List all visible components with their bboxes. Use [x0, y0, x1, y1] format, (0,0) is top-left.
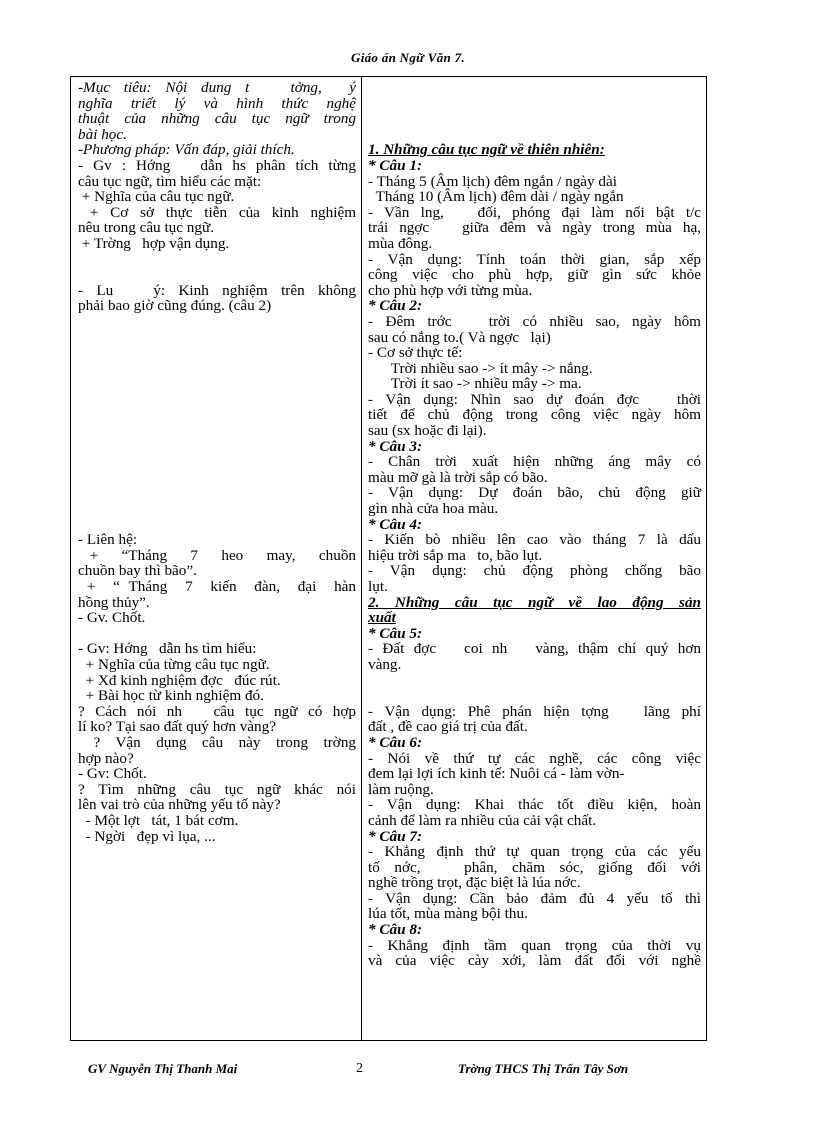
text-line: bài học.: [78, 125, 127, 143]
text-line: + Trờng hợp vận dụng.: [78, 234, 230, 252]
text-line: cảnh để làm ra nhiều của cải vật chất.: [368, 811, 597, 829]
text-line: + Nghĩa của câu tục ngữ.: [78, 188, 235, 206]
blank-line: [78, 439, 356, 455]
proverb-label: * Câu 7:: [368, 827, 423, 845]
text-line: lí ko? Tại sao đất quý hơn vàng?: [78, 718, 276, 736]
text-line: trái ngợc giữa đêm và ngày trong mùa hạ,: [368, 219, 701, 237]
text-line: ? Vận dụng câu này trong trờng: [78, 733, 357, 751]
blank-line: [78, 485, 356, 501]
text-line: tố nớc, phân, chăm sóc, giống đối với: [368, 858, 701, 876]
text-line: Trời ít sao -> nhiều mây -> ma.: [368, 375, 582, 393]
text-line: đất , đề cao giá trị của đất.: [368, 718, 528, 736]
footer-author: GV Nguyễn Thị Thanh Mai: [88, 1061, 238, 1076]
page-number: 2: [356, 1061, 363, 1076]
text-line: cho phù hợp với từng mùa.: [368, 281, 533, 299]
text-line: Trời nhiều sao -> ít mây -> nắng.: [368, 359, 593, 377]
blank-line: [368, 688, 701, 704]
section-heading: xuất: [368, 609, 396, 627]
text-line: nghĩa triết lý và hình thức nghệ: [78, 94, 356, 112]
text-line: ? Cách nói nh câu tục ngữ có hợp: [78, 702, 356, 720]
text-line: - Nói về thứ tự các nghề, các công việc: [368, 749, 701, 767]
text-line: - Liên hệ:: [78, 531, 138, 549]
footer-school: Trờng THCS Thị Trấn Tây Sơn: [458, 1061, 629, 1076]
text-line: hiệu trời sắp ma to, bão lụt.: [368, 546, 543, 564]
blank-line: [78, 267, 356, 283]
text-line: - Ngời đẹp vì lụa, ...: [78, 827, 216, 845]
text-line: - Vận dụng: Nhìn sao dự đoán đợc thời: [368, 390, 701, 408]
proverb-label: * Câu 5:: [368, 624, 423, 642]
blank-line: [78, 470, 356, 486]
text-line: + Xđ kinh nghiệm đợc đúc rút.: [78, 671, 281, 689]
lesson-plan-table: [70, 76, 707, 1041]
blank-line: [368, 127, 701, 143]
blank-line: [78, 330, 356, 346]
text-line: - Khẳng định thứ tự quan trọng của các yếu: [368, 843, 701, 861]
text-line: + Cơ sở thực tiễn của kinh nghiệm: [78, 203, 357, 221]
text-line: + Bài học từ kinh nghiệm đó.: [78, 687, 264, 705]
text-line: - Gv: Chốt.: [78, 765, 147, 783]
blank-line: [78, 501, 356, 517]
blank-line: [78, 454, 356, 470]
blank-line: [78, 423, 356, 439]
text-line: sau có nắng to.( Và ngợc lại): [368, 328, 551, 346]
text-line: - Vần lng, đối, phóng đại làm nổi bật t/c: [368, 203, 701, 221]
text-line: nghề trồng trọt, đặc biệt là lúa nớc.: [368, 874, 581, 892]
blank-line: [368, 111, 701, 127]
text-line: và của việc cày xới, làm đất đối với nghề: [368, 952, 701, 970]
proverb-label: * Câu 6:: [368, 733, 423, 751]
blank-line: [368, 80, 701, 96]
section-heading: 1. Những câu tục ngữ về thiên nhiên:: [368, 141, 605, 159]
blank-line: [78, 252, 356, 268]
text-line: làm ruộng.: [368, 780, 434, 798]
teacher-activities-column: [71, 77, 362, 1040]
text-line: chuồn bay thì bão”.: [78, 562, 197, 580]
proverb-label: * Câu 3:: [368, 437, 423, 455]
text-line: câu tục ngữ, tìm hiểu các mặt:: [78, 172, 262, 190]
text-line: lên vai trò của những yếu tố này?: [78, 796, 281, 814]
text-line: gìn nhà cửa hoa màu.: [368, 500, 499, 518]
blank-line: [78, 361, 356, 377]
text-line: -Mục tiêu: Nội dung t tởng, ý: [78, 79, 356, 96]
text-line: + “ Tháng 7 kiến đàn, đại hàn: [78, 578, 357, 595]
blank-line: [368, 96, 701, 112]
blank-line: [78, 517, 356, 533]
text-line: lúa tốt, mùa màng bội thu.: [368, 905, 528, 923]
text-line: - Gv : Hớng dẫn hs phân tích từng: [78, 156, 356, 174]
blank-line: [78, 376, 356, 392]
page-footer: [0, 1061, 816, 1081]
text-line: thuật của những câu tục ngữ trong: [78, 110, 356, 128]
text-line: vàng.: [368, 655, 402, 673]
section-heading: 2. Những câu tục ngữ về lao động sản: [368, 593, 701, 611]
text-line: - Cơ sở thực tế:: [368, 344, 463, 362]
text-line: lụt.: [368, 578, 388, 595]
text-line: hồng thủy”.: [78, 593, 150, 611]
text-line: + “Tháng 7 heo may, chuồn: [78, 546, 357, 564]
text-line: - Một lợt tát, 1 bát cơm.: [78, 811, 239, 829]
text-line: - Vận dụng: Khai thác tốt điều kiện, hoàn: [368, 796, 701, 814]
blank-line: [78, 345, 356, 361]
text-line: - Đất đợc coi nh vàng, thậm chí quý hơn: [368, 640, 701, 658]
text-line: mùa đông.: [368, 234, 433, 252]
text-line: - Vận dụng: chủ động phòng chống bão: [368, 562, 701, 580]
text-line: - Vận dụng: Dự đoán bão, chủ động giữ: [368, 484, 701, 502]
text-line: - Chân trời xuất hiện những áng mây có: [368, 453, 701, 471]
blank-line: [78, 626, 356, 642]
lesson-content-column: [362, 77, 706, 1040]
text-line: - Lu ý: Kinh nghiệm trên không: [78, 281, 356, 299]
text-line: ? Tìm những câu tục ngữ khác nói: [78, 780, 356, 798]
text-line: Tháng 10 (Âm lịch) đêm dài / ngày ngắn: [368, 188, 624, 206]
text-line: - Kiến bò nhiều lên cao vào tháng 7 là dấu: [368, 531, 701, 549]
text-line: tiết để chủ động trong công việc ngày hôm: [368, 406, 701, 424]
proverb-label: * Câu 4:: [368, 515, 423, 533]
text-line: màu mỡ gà là trời sắp có bão.: [368, 468, 548, 486]
page-header-title: Giáo án Ngữ Văn 7.: [351, 50, 465, 65]
text-line: + Nghĩa của từng câu tục ngữ.: [78, 655, 270, 673]
text-line: - Gv: Hớng dẫn hs tìm hiểu:: [78, 640, 257, 658]
proverb-label: * Câu 8:: [368, 921, 423, 939]
text-line: - Vận dụng: Tính toán thời gian, sắp xếp: [368, 250, 701, 268]
blank-line: [78, 314, 356, 330]
text-line: hợp nào?: [78, 749, 134, 767]
text-line: đem lại lợi ích kinh tế: Nuôi cá - làm vờn-: [368, 765, 625, 783]
text-line: -Phương pháp: Vấn đáp, giải thích.: [78, 141, 295, 159]
text-line: - Tháng 5 (Âm lịch) đêm ngắn / ngày dài: [368, 172, 617, 190]
text-line: - Vận dụng: Phê phán hiện tợng lãng phí: [368, 702, 701, 720]
text-line: công việc cho phù hợp, giữ gìn sức khỏe: [368, 266, 701, 284]
blank-line: [78, 407, 356, 423]
text-line: nêu trong câu tục ngữ.: [78, 219, 215, 237]
text-line: - Khẳng định tầm quan trọng của thời vụ: [368, 936, 701, 954]
proverb-label: * Câu 2:: [368, 297, 423, 315]
text-line: - Vận dụng: Cần bảo đảm đủ 4 yếu tố thì: [368, 889, 701, 907]
text-line: sau (sx hoặc đi lại).: [368, 422, 487, 440]
blank-line: [368, 673, 701, 689]
text-line: - Đêm trớc trời có nhiều sao, ngày hôm: [368, 312, 701, 330]
blank-line: [78, 392, 356, 408]
text-line: - Gv. Chốt.: [78, 609, 146, 627]
text-line: phải bao giờ cũng đúng. (câu 2): [78, 297, 272, 315]
proverb-label: * Câu 1:: [368, 156, 423, 174]
